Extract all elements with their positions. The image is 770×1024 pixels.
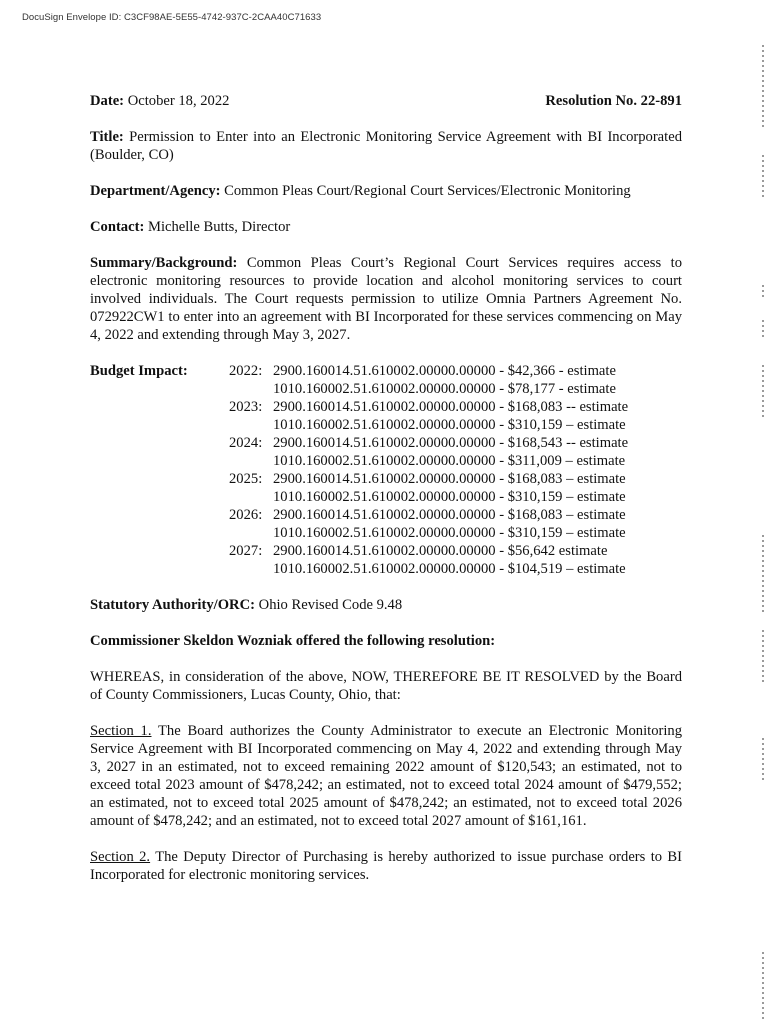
resolution-document: [90, 92, 682, 884]
scan-mark: [762, 45, 764, 85]
budget-year: 2022:: [229, 363, 263, 379]
scan-mark: [762, 952, 764, 1022]
resolution-number: Resolution No. 22-891: [545, 93, 682, 109]
scan-mark: [762, 80, 764, 130]
budget-line: 1010.160002.51.610002.00000.00000 - $311,009 – estimate: [273, 453, 626, 469]
section-2-heading: Section 2.: [90, 849, 151, 865]
budget-row: [229, 452, 628, 470]
contact-label: Contact:: [90, 219, 145, 235]
budget-row: [229, 542, 628, 560]
budget-row: [229, 506, 628, 524]
budget-line: 1010.160002.51.610002.00000.00000 - $104,519 – estimate: [273, 561, 626, 577]
budget-line: 1010.160002.51.610002.00000.00000 - $310,159 – estimate: [273, 417, 626, 433]
date-line: [90, 92, 229, 110]
scan-mark: [762, 320, 764, 340]
scanner-edge-marks: [762, 0, 765, 1024]
budget-row: [229, 362, 628, 380]
scan-mark: [762, 535, 764, 615]
budget-table: [229, 362, 628, 578]
statutory-paragraph: [90, 596, 682, 614]
budget-year: 2023:: [229, 399, 263, 415]
budget-line: 2900.160014.51.610002.00000.00000 - $42,366 - estimate: [273, 363, 616, 379]
budget-year: [229, 560, 273, 578]
budget-year: [229, 488, 273, 506]
budget-line: 2900.160014.51.610002.00000.00000 - $168,543 -- estimate: [273, 435, 629, 451]
section-1: [90, 722, 682, 830]
statutory-label: Statutory Authority/ORC:: [90, 597, 255, 613]
budget-row: [229, 398, 628, 416]
budget-line: 1010.160002.51.610002.00000.00000 - $310,159 – estimate: [273, 525, 626, 541]
budget-line: 2900.160014.51.610002.00000.00000 - $168,083 – estimate: [273, 471, 626, 487]
contact-paragraph: [90, 218, 682, 236]
budget-year: [229, 380, 273, 398]
summary-paragraph: [90, 254, 682, 344]
department-label: Department/Agency:: [90, 183, 221, 199]
title-label: Title:: [90, 129, 124, 145]
summary-value: Common Pleas Court’s Regional Court Services requires access to electronic monitoring resources to provide location and alcohol monitoring services to court involved individuals. The Court requests permission to utilize Omnia Partners Agreement No. 072922CW1 to enter into an agreement with BI Incorporated for these services commencing on May 4, 2022 and extending through May 3, 2027.: [90, 255, 682, 343]
section-1-heading: Section 1.: [90, 723, 152, 739]
budget-label: Budget Impact:: [90, 363, 188, 379]
scan-mark: [762, 155, 764, 200]
summary-label: Summary/Background:: [90, 255, 238, 271]
budget-row: [229, 434, 628, 452]
title-paragraph: [90, 128, 682, 164]
budget-year: 2024:: [229, 435, 263, 451]
budget-line: 2900.160014.51.610002.00000.00000 - $168,083 -- estimate: [273, 399, 629, 415]
budget-line: 2900.160014.51.610002.00000.00000 - $56,642 estimate: [273, 543, 608, 559]
budget-row: [229, 488, 628, 506]
whereas-paragraph: WHEREAS, in consideration of the above, NOW, THEREFORE BE IT RESOLVED by the Board of County Commissioners, Lucas County, Ohio, that:: [90, 669, 682, 703]
budget-line: 2900.160014.51.610002.00000.00000 - $168,083 – estimate: [273, 507, 626, 523]
budget-line: 1010.160002.51.610002.00000.00000 - $78,177 - estimate: [273, 381, 616, 397]
budget-row: [229, 560, 628, 578]
date-label: Date:: [90, 93, 125, 109]
date-value: October 18, 2022: [127, 93, 230, 109]
budget-year: 2026:: [229, 507, 263, 523]
budget-year: [229, 524, 273, 542]
budget-impact: [90, 362, 682, 578]
budget-year: [229, 452, 273, 470]
contact-value: Michelle Butts, Director: [147, 219, 291, 235]
scan-mark: [762, 365, 764, 420]
section-1-text: The Board authorizes the County Administrator to execute an Electronic Monitoring Service Agreement with BI Incorporated commencing on May 4, 2022 and extending through May 3, 2027 in an estimated, not to exceed remaining 2022 amount of $120,543; an estimated, not to exceed total 2023 amount of $478,242; an estimated, not to exceed total 2024 amount of $479,552; an estimated, not to exceed total 2025 amount of $478,242; an estimated, not to exceed total 2026 amount of $478,242; and an estimated, not to exceed total 2027 amount of $161,161.: [90, 723, 683, 829]
offered-by: Commissioner Skeldon Wozniak offered the following resolution:: [90, 633, 496, 649]
scan-mark: [762, 630, 764, 685]
budget-line: 1010.160002.51.610002.00000.00000 - $310,159 – estimate: [273, 489, 626, 505]
budget-row: [229, 380, 628, 398]
statutory-value: Ohio Revised Code 9.48: [258, 597, 403, 613]
docusign-envelope-id: DocuSign Envelope ID: C3CF98AE-5E55-4742-937C-2CAA40C71633: [22, 12, 322, 23]
budget-year: 2027:: [229, 543, 263, 559]
department-paragraph: [90, 182, 682, 200]
section-2-text: The Deputy Director of Purchasing is hereby authorized to issue purchase orders to BI Incorporated for electronic monitoring services.: [90, 849, 683, 883]
section-2: [90, 848, 682, 884]
header-row: [90, 92, 682, 110]
scan-mark: [762, 285, 764, 300]
budget-year: [229, 416, 273, 434]
budget-row: [229, 470, 628, 488]
scan-mark: [762, 738, 764, 783]
budget-row: [229, 416, 628, 434]
budget-row: [229, 524, 628, 542]
department-value: Common Pleas Court/Regional Court Services/Electronic Monitoring: [224, 183, 631, 199]
budget-year: 2025:: [229, 471, 263, 487]
title-value: Permission to Enter into an Electronic Monitoring Service Agreement with BI Incorporated (Boulder, CO): [90, 129, 682, 163]
